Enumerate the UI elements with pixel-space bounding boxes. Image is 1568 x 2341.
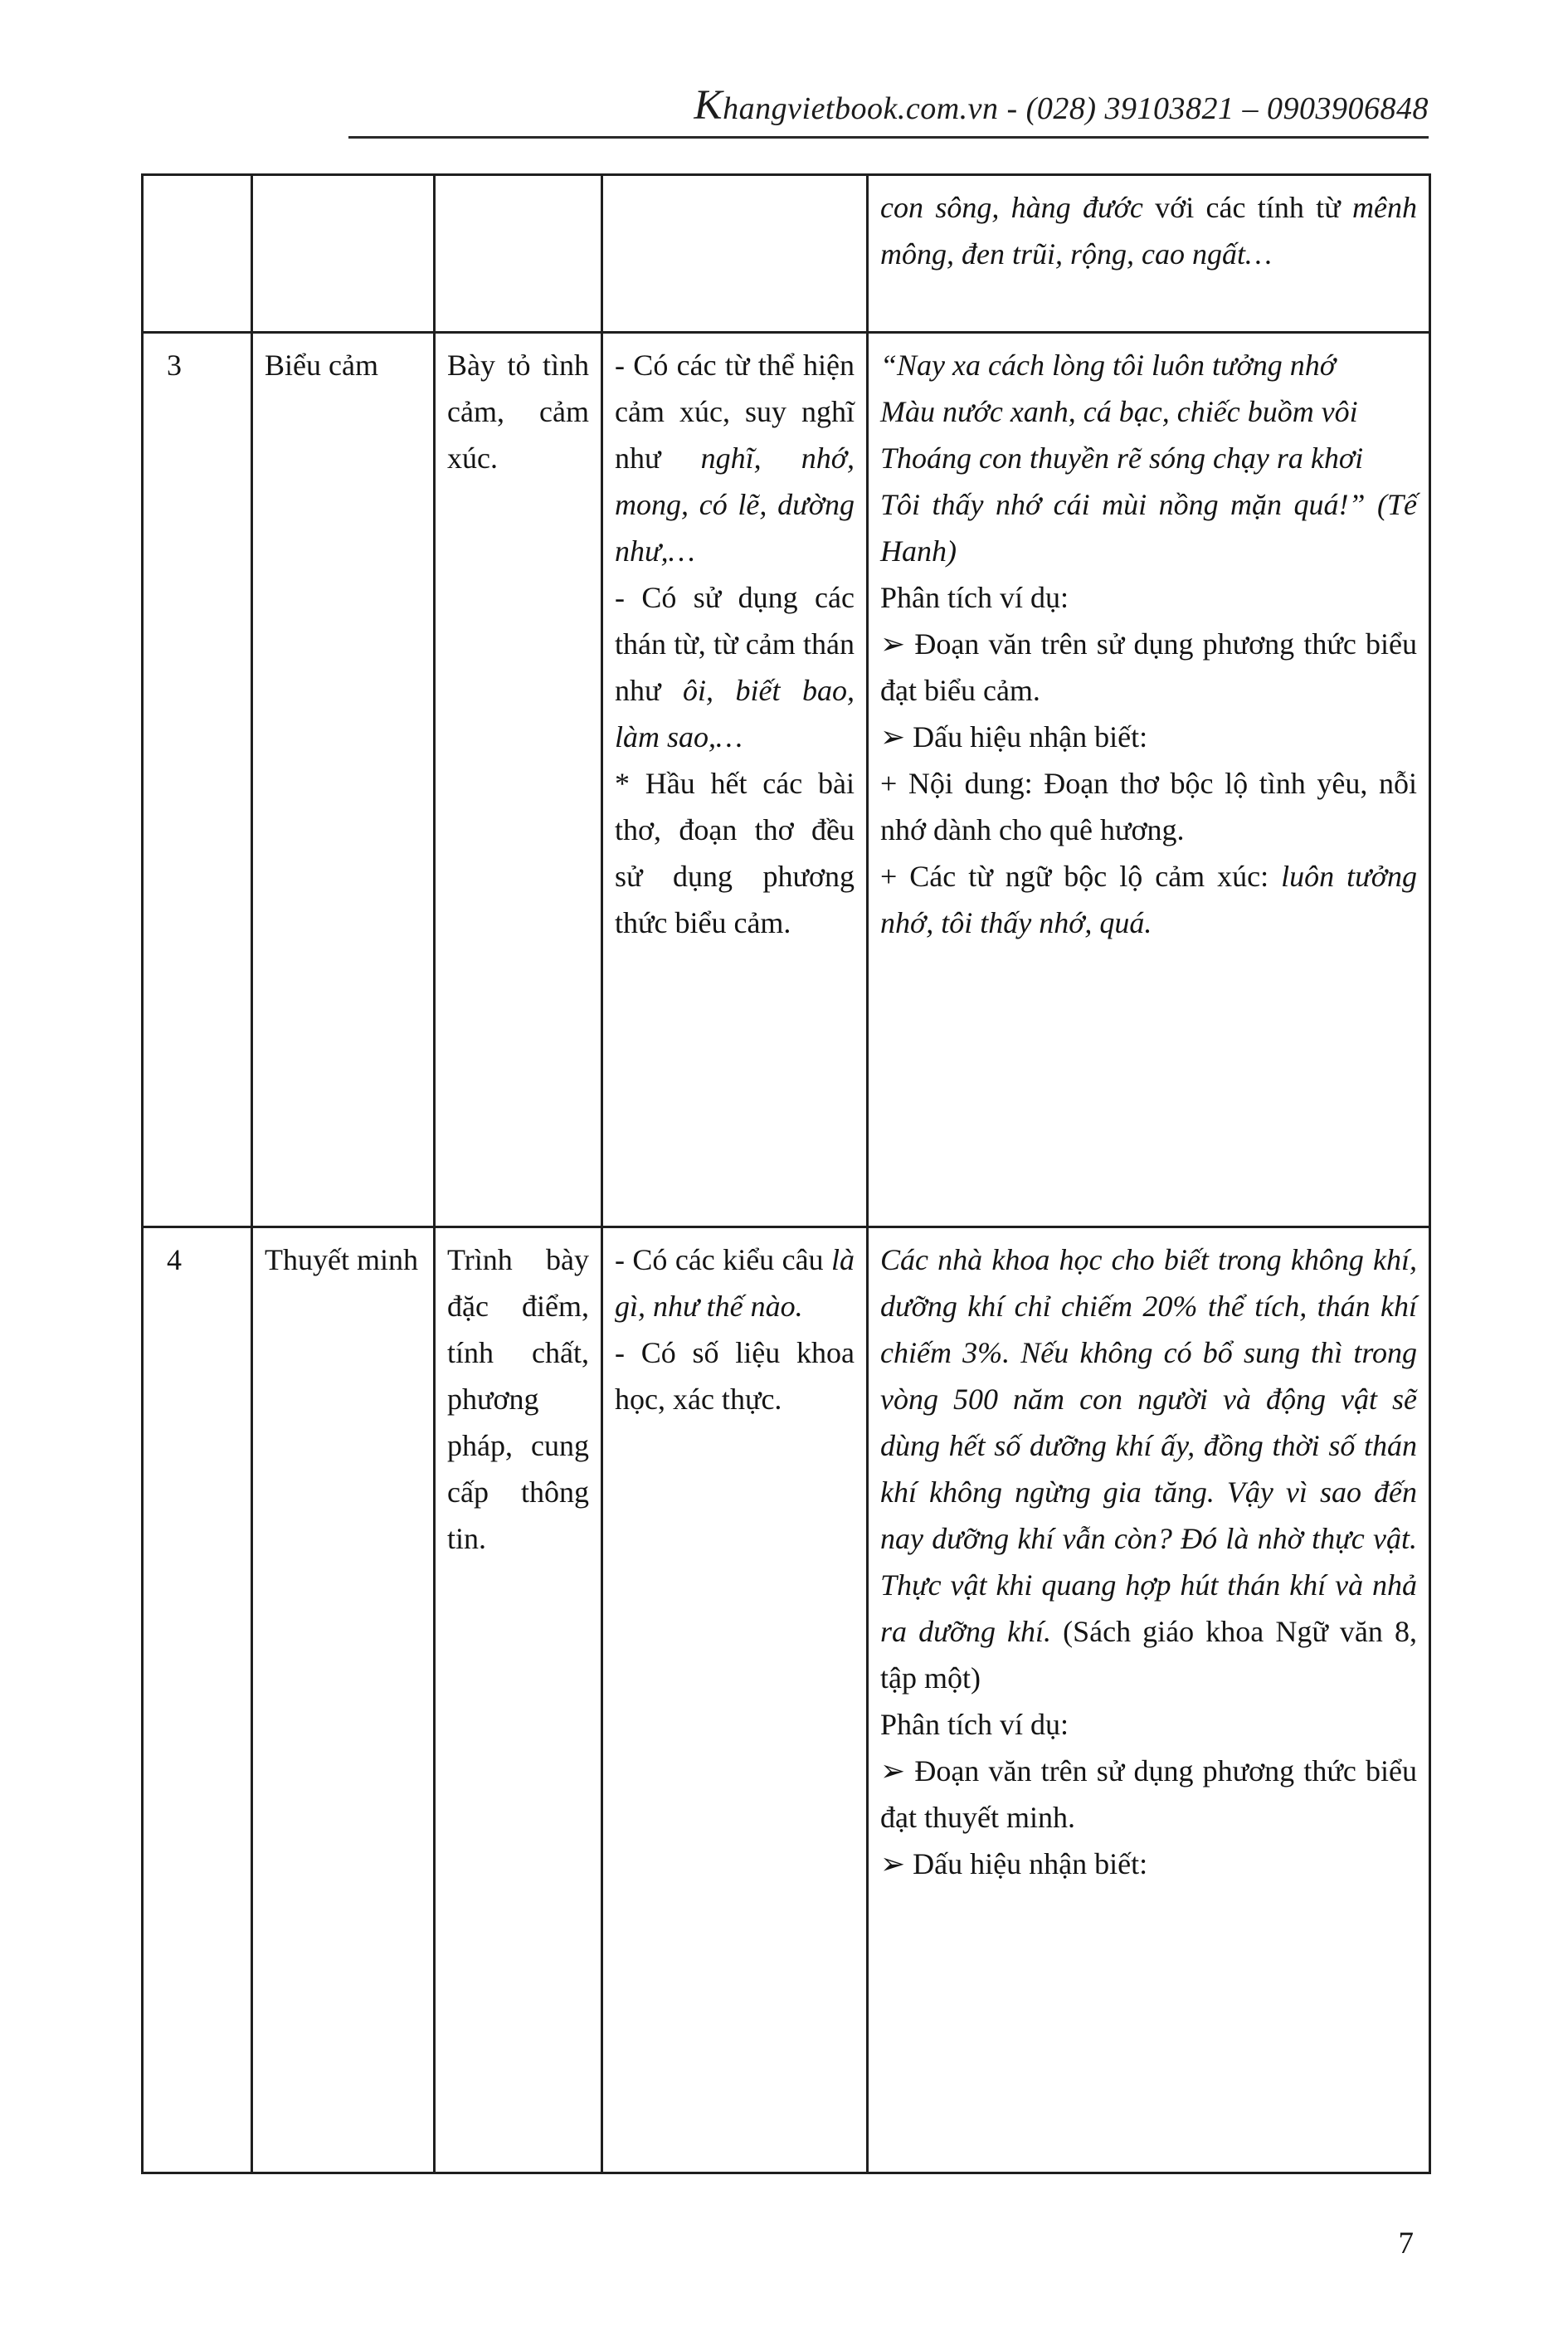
cell-description	[435, 1227, 602, 2173]
cell-method-name	[252, 1227, 435, 2173]
page-header-brand: Khangvietbook.com.vn - (028) 39103821 – 0903906848	[348, 83, 1429, 139]
cell-number: 4	[143, 1227, 252, 2173]
text-segment: Phân tích ví dụ:	[880, 581, 1069, 614]
italic-text-segment: Tôi thấy nhớ cái mùi nồng mặn quá!” (Tế Hanh)	[880, 488, 1417, 568]
cell-signs	[602, 333, 868, 1227]
paragraph	[880, 388, 1417, 435]
table-row	[143, 1227, 1430, 2173]
table-row	[143, 333, 1430, 1227]
text-segment: ➢ Dấu hiệu nhận biết:	[880, 1847, 1148, 1880]
italic-text-segment: “Nay xa cách lòng tôi luôn tưởng nhớ	[880, 349, 1337, 382]
text-segment: - Có các kiểu câu	[615, 1243, 831, 1276]
page-number: 7	[1398, 2226, 1414, 2261]
italic-text-segment: mênh mông, đen trũi, rộng, cao ngất…	[880, 191, 1417, 271]
cell-method-name	[252, 333, 435, 1227]
table-body	[143, 175, 1430, 2173]
paragraph	[880, 1748, 1417, 1841]
cell-example	[868, 1227, 1430, 2173]
cell-description	[435, 333, 602, 1227]
text-segment: + Nội dung: Đoạn thơ bộc lộ tình yêu, nỗi nhớ dành cho quê hương.	[880, 767, 1417, 846]
table-row	[143, 175, 1430, 333]
text-segment: Bày tỏ tình cảm, cảm xúc.	[447, 349, 589, 475]
paragraph	[880, 853, 1417, 946]
paragraph	[880, 714, 1417, 760]
paragraph	[880, 184, 1417, 277]
content-table	[141, 173, 1431, 2174]
italic-text-segment: Các nhà khoa học cho biết trong không khí, dưỡng khí chỉ chiếm 20% thể tích, thán khí chiếm 3%. Nếu không có bổ sung thì trong vòng 500 năm con người và động vật sẽ dùng hết số dưỡng khí ấy, đồng thời số thán khí không ngừng gia tăng. Vậy vì sao đến nay dưỡng khí vẫn còn? Đó là nhờ thực vật. Thực vật khi quang hợp hút thán khí và nhả ra dưỡng khí.	[880, 1243, 1417, 1648]
text-segment: - Có số liệu khoa học, xác thực.	[615, 1336, 855, 1416]
italic-text-segment: con sông, hàng đước	[880, 191, 1143, 224]
text-segment: (Sách giáo khoa Ngữ văn 8, tập một)	[880, 1615, 1417, 1695]
text-segment: - Có sử dụng các thán từ, từ cảm thán như	[615, 581, 855, 707]
text-segment: Phân tích ví dụ:	[880, 1708, 1069, 1741]
cell-number: 3	[143, 333, 252, 1227]
text-segment: với các tính từ	[1142, 191, 1352, 224]
paragraph	[880, 342, 1417, 388]
paragraph	[880, 1236, 1417, 1701]
text-segment: Thuyết minh	[265, 1243, 418, 1276]
paragraph	[880, 1841, 1417, 1887]
italic-text-segment: Màu nước xanh, cá bạc, chiếc buồm vôi	[880, 395, 1358, 428]
paragraph	[880, 481, 1417, 574]
cell-example	[868, 175, 1430, 333]
text-segment: * Hầu hết các bài thơ, đoạn thơ đều sử dụng phương thức biểu cảm.	[615, 767, 855, 939]
italic-text-segment: là gì, như thế nào.	[615, 1243, 855, 1323]
paragraph	[615, 1329, 855, 1422]
paragraph	[615, 342, 855, 574]
paragraph	[265, 342, 421, 388]
paragraph	[265, 1236, 421, 1283]
italic-text-segment: luôn tưởng nhớ, tôi thấy nhớ, quá.	[880, 860, 1417, 939]
paragraph	[880, 621, 1417, 714]
paragraph	[880, 435, 1417, 481]
cell-description	[435, 175, 602, 333]
cell-example	[868, 333, 1430, 1227]
paragraph	[615, 574, 855, 760]
paragraph	[615, 760, 855, 946]
paragraph	[615, 1236, 855, 1329]
text-segment: + Các từ ngữ bộc lộ cảm xúc:	[880, 860, 1282, 893]
text-segment: ➢ Đoạn văn trên sử dụng phương thức biểu đạt biểu cảm.	[880, 627, 1417, 707]
italic-text-segment: Thoáng con thuyền rẽ sóng chạy ra khơi	[880, 441, 1364, 475]
text-segment: - Có các từ thể hiện cảm xúc, suy nghĩ như	[615, 349, 855, 475]
paragraph	[447, 342, 589, 481]
cell-signs	[602, 1227, 868, 2173]
text-segment: ➢ Dấu hiệu nhận biết:	[880, 720, 1148, 754]
paragraph	[880, 574, 1417, 621]
italic-text-segment: ôi, biết bao, làm sao,…	[615, 674, 855, 754]
cell-method-name	[252, 175, 435, 333]
paragraph	[447, 1236, 589, 1562]
paragraph	[880, 760, 1417, 853]
text-segment: Trình bày đặc điểm, tính chất, phương pháp, cung cấp thông tin.	[447, 1243, 589, 1555]
italic-text-segment: nghĩ, nhớ, mong, có lẽ, dường như,…	[615, 441, 855, 568]
paragraph	[880, 1701, 1417, 1748]
cell-number	[143, 175, 252, 333]
text-segment: Biểu cảm	[265, 349, 378, 382]
cell-signs	[602, 175, 868, 333]
text-segment: ➢ Đoạn văn trên sử dụng phương thức biểu đạt thuyết minh.	[880, 1754, 1417, 1834]
